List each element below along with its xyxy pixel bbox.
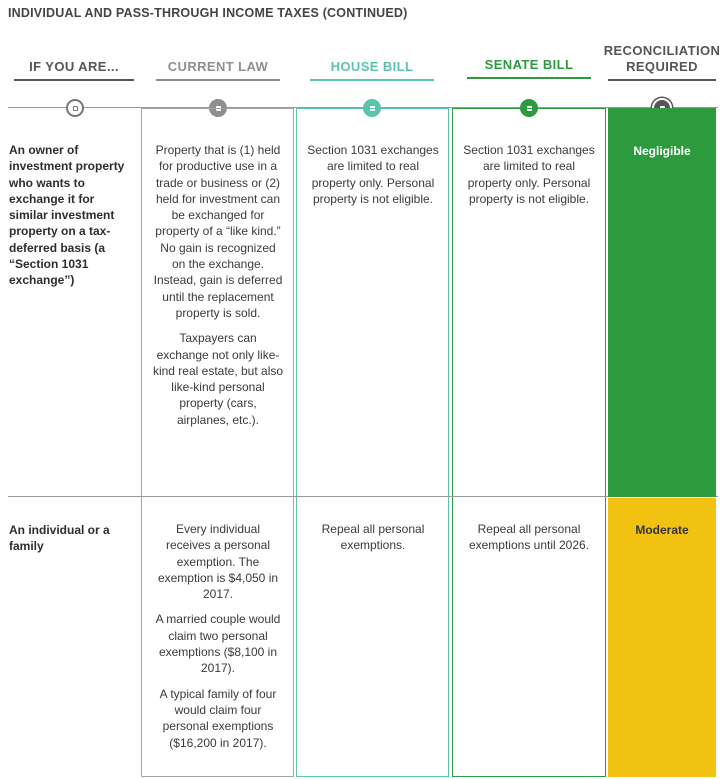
recon-cell-moderate — [608, 498, 716, 777]
header-reconciliation — [601, 43, 723, 75]
row-2-current-law — [152, 521, 284, 760]
header-house-bill: HOUSE BILL — [330, 59, 414, 74]
header-underline-senate — [467, 77, 591, 79]
header-senate-bill: SENATE BILL — [484, 57, 574, 72]
header-underline-you — [14, 79, 134, 81]
row-1-senate-bill: Section 1031 exchanges are limited to real property only. Personal property is not eligible. — [463, 143, 595, 206]
row-1-house-bill: Section 1031 exchanges are limited to real property only. Personal property is not eligible. — [307, 143, 439, 206]
header-reconciliation-line1: RECONCILIATION — [603, 43, 721, 58]
row-2-current-paragraph-2: A married couple would claim two personal exemptions ($8,100 in 2017). — [155, 612, 281, 676]
row-2-house-bill: Repeal all personal exemptions. — [321, 522, 425, 553]
recon-cell-negligible — [608, 108, 716, 497]
senate-bill-column-box — [452, 108, 606, 777]
header-underline-house — [310, 79, 434, 81]
marker-you-square — [73, 106, 78, 111]
row-1-current-paragraph-2: Taxpayers can exchange not only like-kind real estate, but also like-kind personal property (cars, airplanes, etc.). — [152, 331, 284, 427]
marker-you-dot — [66, 99, 84, 117]
row-2-current-paragraph-3: A typical family of four would claim four personal exemptions ($16,200 in 2017). — [159, 686, 277, 750]
header-underline-current — [156, 79, 280, 81]
row-1-current-law — [152, 142, 284, 437]
page-title: INDIVIDUAL AND PASS-THROUGH INCOME TAXES (CONTINUED) — [8, 6, 408, 20]
header-reconciliation-line2: REQUIRED — [626, 59, 698, 74]
header-if-you-are: IF YOU ARE... — [29, 59, 119, 74]
house-bill-column-box — [296, 108, 449, 777]
row-2-senate-bill: Repeal all personal exemptions until 2026. — [468, 522, 590, 553]
row-2-reconciliation: Moderate — [635, 523, 689, 537]
row-1-current-paragraph-1: Property that is (1) held for productive use in a trade or business or (2) held for investment can be exchanged for property of a “like kind.” No gain is recognized on the exchange. Instead, gain is deferred until the replacement property is sold. — [153, 143, 283, 320]
header-underline-recon — [608, 79, 716, 81]
row-2-label: An individual or a family — [9, 523, 110, 554]
header-current-law: CURRENT LAW — [167, 59, 269, 74]
row-2-current-paragraph-1: Every individual receives a personal exemption. The exemption is $4,050 in 2017. — [157, 522, 279, 602]
row-1-label: An owner of investment property who wants to exchange it for similar investment property on a tax-deferred basis (a “Section 1031 exchange”) — [9, 143, 125, 288]
row-1-reconciliation: Negligible — [633, 144, 691, 158]
